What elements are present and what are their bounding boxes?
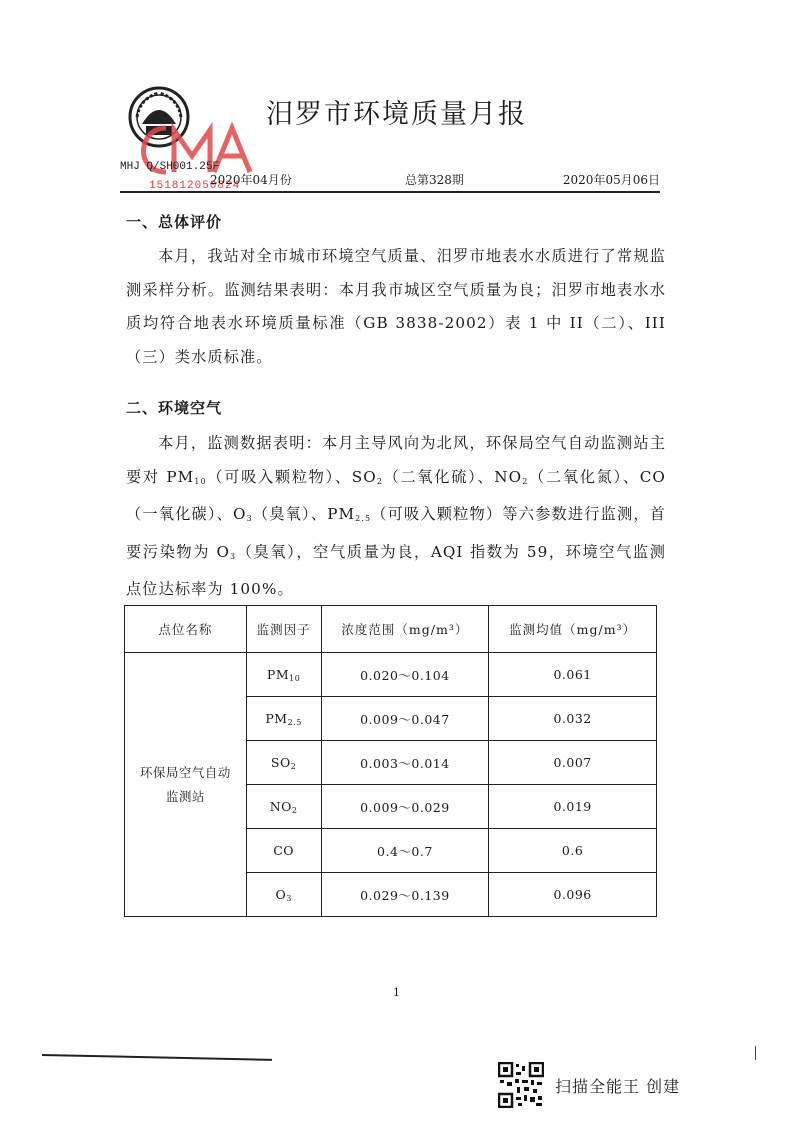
factor-label: O — [275, 886, 287, 902]
factor-cell — [246, 653, 321, 697]
factor-cell — [246, 829, 321, 873]
range-cell: 0.003～0.014 — [321, 741, 489, 785]
air-sub-a: 10 — [194, 476, 207, 486]
air-text-a: 本月，监测数据表明：本月主导风向为北风，环保局空气自动监测站主要对 PM — [126, 434, 666, 486]
section-heading-air: 二、环境空气 — [126, 399, 223, 417]
overview-paragraph — [126, 240, 666, 374]
mean-cell: 0.6 — [489, 829, 657, 873]
site-name-line2: 监测站 — [165, 788, 205, 804]
header-range: 浓度范围（mg/m³） — [321, 606, 489, 653]
issue-total: 总第328期 — [405, 173, 464, 187]
issue-month: 2020年04月份 — [210, 173, 292, 187]
air-sub-e: 2.5 — [355, 514, 372, 523]
range-cell: 0.020～0.104 — [321, 653, 489, 697]
factor-label: NO — [269, 798, 292, 814]
header-factor: 监测因子 — [246, 606, 321, 653]
page-title: 汨罗市环境质量月报 — [266, 99, 527, 130]
issue-date: 2020年05月06日 — [562, 173, 660, 187]
air-sub-b: 2 — [376, 476, 384, 486]
header-site: 点位名称 — [125, 606, 247, 653]
scan-edge-line — [42, 1054, 272, 1061]
air-sub-c: 2 — [522, 476, 529, 486]
air-paragraph — [126, 427, 666, 607]
cma-number: 151812050824 — [149, 180, 241, 192]
mean-cell: 0.061 — [489, 653, 657, 697]
mean-cell: 0.032 — [489, 697, 657, 741]
monitoring-table — [124, 605, 657, 917]
factor-label: PM — [265, 710, 288, 726]
page-number: 1 — [393, 986, 400, 999]
air-sub-f: 3 — [230, 551, 237, 561]
factor-cell — [246, 697, 321, 741]
factor-label: CO — [273, 842, 295, 858]
air-text-g: （臭氧），空气质量为良，AQI 指数为 59，环境空气监测点位达标率为 100%。 — [126, 542, 666, 598]
factor-cell — [246, 873, 321, 917]
factor-label: SO — [270, 754, 291, 770]
range-cell: 0.4～0.7 — [321, 829, 489, 873]
air-text-b: （可吸入颗粒物）、SO — [206, 467, 377, 486]
mean-cell: 0.007 — [489, 741, 657, 785]
air-text-d: （二氧化氮）、CO（一氧化碳）、O — [126, 467, 666, 523]
range-cell: 0.029～0.139 — [321, 873, 489, 917]
factor-cell — [246, 741, 321, 785]
air-text-f: （可吸入颗粒物）等六参数进行监测，首要污染物为 O — [126, 505, 667, 561]
factor-sub: 3 — [286, 893, 292, 903]
air-text-c: （二氧化硫）、NO — [383, 467, 523, 486]
mean-cell: 0.096 — [489, 873, 657, 917]
factor-sub: 2.5 — [287, 717, 302, 727]
factor-cell — [246, 785, 321, 829]
site-name-line1: 环保局空气自动 — [139, 764, 231, 780]
factor-sub: 2 — [290, 761, 297, 771]
range-cell: 0.009～0.047 — [321, 697, 489, 741]
overview-text: 本月，我站对全市城市环境空气质量、汨罗市地表水水质进行了常规监测采样分析。监测结果表明：本月我市城区空气质量为良；汨罗市地表水水质均符合地表水环境质量标准（GB 3838-2002）表 1 中 II（二）、III（三）类水质标准。 — [126, 247, 666, 366]
factor-label: PM — [266, 666, 290, 682]
range-cell: 0.009～0.029 — [321, 785, 489, 829]
site-name-cell — [125, 653, 247, 917]
air-text-e: （臭氧）、PM — [252, 505, 356, 523]
mean-cell: 0.019 — [489, 785, 657, 829]
header-divider — [120, 191, 660, 193]
table-header-row — [125, 606, 657, 653]
section-heading-overview: 一、总体评价 — [126, 213, 223, 231]
scan-edge-mark — [755, 1046, 756, 1060]
table-row — [125, 653, 657, 697]
air-sub-d: 3 — [246, 514, 253, 523]
scanner-brand: 扫描全能王 创建 — [555, 1077, 681, 1096]
factor-sub: 10 — [289, 673, 301, 683]
issue-meta — [120, 171, 660, 191]
qr-code-icon[interactable] — [498, 1062, 544, 1108]
doc-code: MHJ Q/SH001.25F — [120, 161, 220, 173]
header-mean: 监测均值（mg/m³） — [489, 606, 657, 653]
factor-sub: 2 — [291, 805, 298, 815]
